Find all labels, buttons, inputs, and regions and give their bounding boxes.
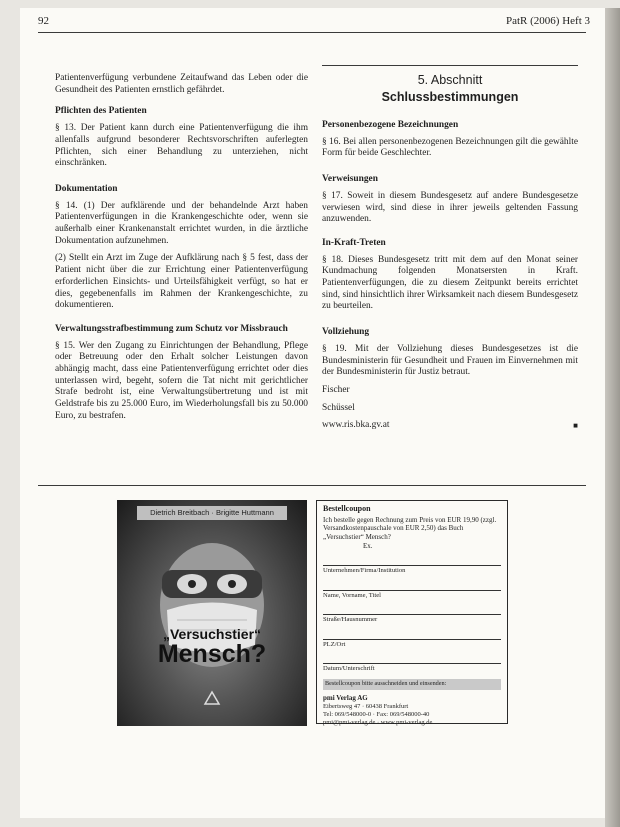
left-column	[55, 73, 308, 429]
paragraph-17: § 17. Soweit in diesem Bundesgesetz auf andere Bundesgesetze verwiesen wird, sind diese in ihrer jeweils geltenden Fassung anzuwenden.	[322, 190, 578, 225]
journal-reference: PatR (2006) Heft 3	[505, 15, 590, 27]
publisher-email: pmi@pmi-verlag.de · www.pmi-verlag.de	[323, 718, 433, 726]
end-square-icon: ■	[573, 421, 578, 431]
paragraph-14-1: § 14. (1) Der aufklärende und der behandelnde Arzt haben Patientenverfügungen in die Krankengeschichte oder, wenn sie außerhalb einer Krankenanstalt errichtet wurden, in die ärztliche Dokumentation aufzunehmen.	[55, 200, 308, 246]
field-name[interactable]: Name, Vorname, Titel	[323, 590, 501, 601]
section-title-dokumentation: Dokumentation	[55, 183, 118, 194]
field-zip-city[interactable]: PLZ/Ort	[323, 639, 501, 650]
signature-fischer: Fischer	[322, 384, 350, 395]
field-signature[interactable]: Datum/Unterschrift	[323, 663, 501, 674]
paragraph-19: § 19. Mit der Vollziehung dieses Bundesgesetzes ist die Bundesministerin für Gesundheit und Frauen im Einvernehmen mit der Bundesministerin für Justiz betraut.	[322, 343, 578, 378]
paragraph-13: § 13. Der Patient kann durch eine Patientenverfügung die ihm allenfalls aufgrund besonderer Rechtsvorschriften auferlegten Pflichten, sich einer Behandlung zu unterziehen, nicht einschränken.	[55, 123, 308, 169]
publisher-phone: Tel: 069/548000-0 · Fax: 069/548000-40	[323, 710, 430, 718]
publisher-logo-icon	[203, 690, 221, 706]
section-title-verweisungen: Verweisungen	[322, 174, 378, 185]
coupon-order-text: Ich bestelle gegen Rechnung zum Preis von EUR 19,90 (zzgl. Versandkostenpauschale von EUR 2,50) das Buch „Versuchstier“ Mensch?	[323, 515, 497, 541]
publisher-street: Eibertsweg 47 · 60438 Frankfurt	[323, 702, 409, 710]
section-title-pflichten: Pflichten des Patienten	[55, 106, 147, 117]
book-title-line1: „Versuchstier“	[162, 626, 262, 642]
section-title-vollziehung: Vollziehung	[322, 327, 370, 338]
chapter-number: 5. Abschnitt	[417, 73, 483, 87]
coupon-quantity: Ex.	[363, 542, 373, 551]
section-title-personenbezogen: Personenbezogene Bezeichnungen	[322, 120, 459, 130]
page-edge-shadow	[605, 8, 620, 827]
chapter-heading	[322, 72, 578, 106]
coupon-instruction: Bestellcoupon bitte ausschneiden und einsenden:	[323, 679, 501, 690]
signature-schuessel: Schüssel	[322, 402, 355, 413]
paragraph-18: § 18. Dieses Bundesgesetz tritt mit dem auf den Monat seiner Kundmachung folgenden Monatsersten in Kraft. Patientenverfügungen, die zu diesem Zeitpunkt bereits errichtet sind, sind hinsichtlich ihrer Wirksamkeit nach diesem Bundesgesetz zu beurteilen.	[322, 254, 578, 312]
source-url-line	[322, 420, 578, 432]
book-cover	[117, 500, 307, 726]
section-top-rule	[322, 65, 578, 66]
order-coupon	[316, 500, 508, 724]
book-authors: Dietrich Breitbach · Brigitte Huttmann	[137, 506, 287, 520]
advert-separator-rule	[38, 485, 586, 486]
field-company[interactable]: Unternehmen/Firma/Institution	[323, 565, 501, 576]
publisher-name: pmi Verlag AG	[323, 693, 368, 702]
publisher-address	[323, 694, 501, 727]
book-title-line2: Mensch?	[157, 640, 267, 668]
header-rule	[38, 32, 586, 33]
source-url: www.ris.bka.gv.at	[322, 420, 390, 431]
page-number: 92	[38, 15, 49, 27]
section-title-inkrafttreten: In-Kraft-Treten	[322, 237, 386, 248]
left-intro: Patientenverfügung verbundene Zeitaufwand das Leben oder die Gesundheit des Patienten ernstlich gefährdet.	[55, 73, 308, 95]
right-column	[322, 72, 578, 438]
chapter-title: Schlussbestimmungen	[381, 90, 519, 104]
section-title-verwaltungsstraf: Verwaltungsstrafbestimmung zum Schutz vor Missbrauch	[55, 323, 288, 334]
paragraph-15: § 15. Wer den Zugang zu Einrichtungen der Behandlung, Pflege oder Betreuung oder den Erhalt solcher Leistungen davon abhängig macht, dass eine Patientenverfügung errichtet oder dies unterlassen wird, begeht, sofern die Tat nicht mit gerichtlicher Strafe bedroht ist, eine Verwaltungsübertretung und ist mit Geldstrafe bis zu 25.000 Euro, im Wiederholungsfall bis zu 50.000 Euro, zu bestrafen.	[55, 340, 308, 421]
field-street[interactable]: Straße/Hausnummer	[323, 614, 501, 625]
paragraph-14-2: (2) Stellt ein Arzt im Zuge der Aufklärung nach § 5 fest, dass der Patient nicht über die zur Errichtung einer Patientenverfügung erforderlichen Einsichts- und Urteilsfähigkeit verfügt, so hat er dies, gegebenenfalls im Rahmen der Krankengeschichte, zu dokumentieren.	[55, 253, 308, 311]
coupon-title: Bestellcoupon	[323, 504, 371, 513]
paragraph-16: § 16. Bei allen personenbezogenen Bezeichnungen gilt die gewählte Form für beide Geschlechter.	[322, 136, 578, 159]
